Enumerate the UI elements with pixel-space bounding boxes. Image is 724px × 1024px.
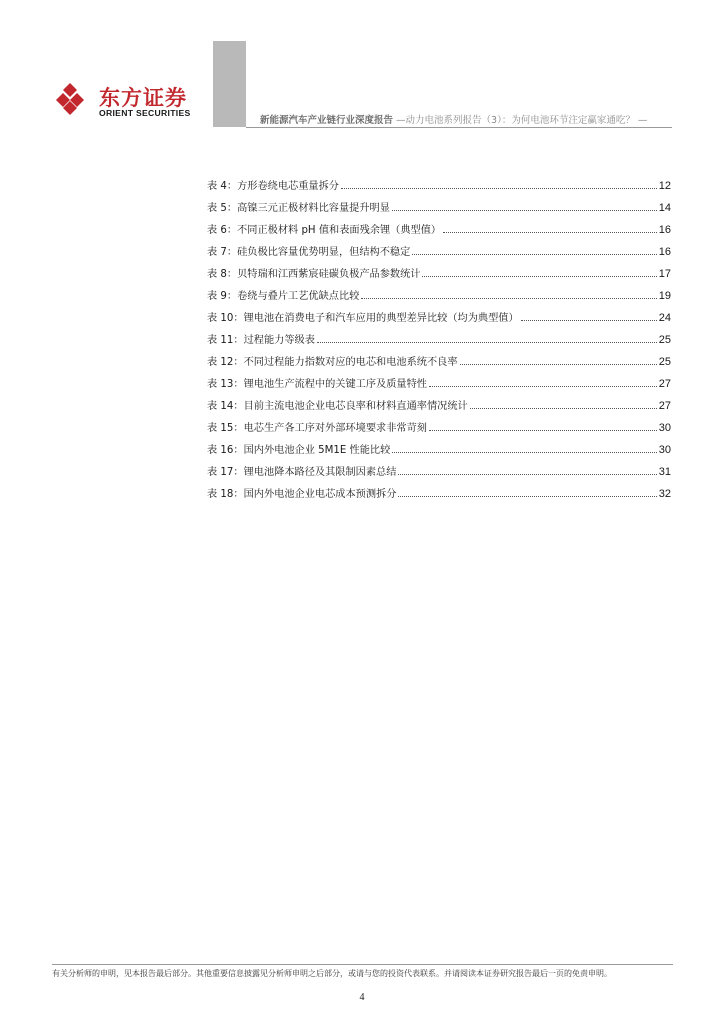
- toc-entry-label: 表 6：不同正极材料 pH 值和表面残余锂（典型值）: [207, 225, 442, 236]
- header-grey-bar: [213, 41, 246, 127]
- toc-leader-dots: [392, 452, 656, 453]
- toc-leader-dots: [443, 232, 657, 233]
- report-subtitle: —动力电池系列报告（3）：为何电池环节注定赢家通吃？ —: [393, 115, 648, 126]
- report-series-title: 新能源汽车产业链行业深度报告: [260, 115, 394, 126]
- toc-entry-page: 31: [658, 466, 671, 478]
- company-logo: [52, 80, 212, 120]
- toc-leader-dots: [429, 386, 657, 387]
- toc-entry-label: 表 15：电芯生产各工序对外部环境要求非常苛刻: [207, 423, 427, 434]
- toc-entry[interactable]: [207, 434, 671, 456]
- toc-entry-page: 16: [658, 246, 671, 258]
- toc-entry-page: 32: [658, 488, 671, 500]
- toc-entry-page: 17: [658, 268, 671, 280]
- toc-leader-dots: [470, 408, 657, 409]
- toc-leader-dots: [398, 474, 656, 475]
- toc-entry-page: 27: [658, 378, 671, 390]
- toc-entry-label: 表 18：国内外电池企业电芯成本预测拆分: [207, 489, 397, 500]
- toc-entry-label: 表 5：高镍三元正极材料比容量提升明显: [207, 203, 390, 214]
- toc-entry[interactable]: [207, 368, 671, 390]
- toc-leader-dots: [317, 342, 657, 343]
- toc-entry-page: 19: [658, 290, 671, 302]
- footer-disclaimer: 有关分析师的申明，见本报告最后部分。其他重要信息披露见分析师申明之后部分，或请与您的投资代表联系。并请阅读本证券研究报告最后一页的免责申明。: [52, 969, 612, 978]
- toc-leader-dots: [460, 364, 657, 365]
- toc-entry-page: 24: [658, 312, 671, 324]
- toc-leader-dots: [398, 496, 656, 497]
- toc-entry-page: 25: [658, 356, 671, 368]
- toc-entry[interactable]: [207, 456, 671, 478]
- table-of-tables-list: [207, 170, 671, 500]
- report-running-header: [260, 112, 647, 126]
- toc-entry[interactable]: [207, 236, 671, 258]
- toc-entry[interactable]: [207, 346, 671, 368]
- toc-entry-page: 30: [658, 444, 671, 456]
- toc-entry-page: 27: [658, 400, 671, 412]
- toc-entry[interactable]: [207, 324, 671, 346]
- toc-entry[interactable]: [207, 412, 671, 434]
- toc-entry-page: 14: [658, 202, 671, 214]
- toc-entry-label: 表 16：国内外电池企业 5M1E 性能比较: [207, 445, 391, 456]
- toc-entry-label: 表 8：贝特瑞和江西紫宸硅碳负极产品参数统计: [207, 269, 421, 280]
- toc-leader-dots: [341, 188, 657, 189]
- toc-entry-page: 25: [658, 334, 671, 346]
- toc-entry[interactable]: [207, 170, 671, 192]
- logo-chinese-name: 东方证券: [99, 86, 187, 110]
- page-number: 4: [359, 992, 365, 1003]
- toc-entry[interactable]: [207, 478, 671, 500]
- toc-entry-label: 表 12：不同过程能力指数对应的电芯和电池系统不良率: [207, 357, 458, 368]
- toc-entry-label: 表 11：过程能力等级表: [207, 335, 315, 346]
- toc-entry-label: 表 9：卷绕与叠片工艺优缺点比较: [207, 291, 360, 302]
- toc-entry-label: 表 17：锂电池降本路径及其限制因素总结: [207, 467, 397, 478]
- toc-entry-label: 表 7：硅负极比容量优势明显，但结构不稳定: [207, 247, 411, 258]
- toc-entry-label: 表 13：锂电池生产流程中的关键工序及质量特性: [207, 379, 427, 390]
- toc-leader-dots: [422, 276, 656, 277]
- toc-entry-label: 表 10：锂电池在消费电子和汽车应用的典型差异比较（均为典型值）: [207, 313, 519, 324]
- orient-securities-logo-icon: [52, 82, 92, 118]
- toc-leader-dots: [392, 210, 657, 211]
- toc-entry[interactable]: [207, 192, 671, 214]
- toc-entry-page: 16: [658, 224, 671, 236]
- toc-entry[interactable]: [207, 390, 671, 412]
- toc-entry-page: 30: [658, 422, 671, 434]
- toc-leader-dots: [412, 254, 656, 255]
- toc-entry[interactable]: [207, 280, 671, 302]
- toc-entry[interactable]: [207, 302, 671, 324]
- toc-entry[interactable]: [207, 214, 671, 236]
- toc-entry[interactable]: [207, 258, 671, 280]
- logo-english-name: ORIENT SECURITIES: [99, 108, 191, 118]
- header-divider: [246, 127, 672, 128]
- toc-entry-page: 12: [658, 180, 671, 192]
- toc-leader-dots: [521, 320, 657, 321]
- toc-entry-label: 表 14：目前主流电池企业电芯良率和材料直通率情况统计: [207, 401, 468, 412]
- toc-leader-dots: [361, 298, 656, 299]
- toc-entry-label: 表 4：方形卷绕电芯重量拆分: [207, 181, 339, 192]
- toc-leader-dots: [429, 430, 657, 431]
- footer-divider: [52, 964, 673, 965]
